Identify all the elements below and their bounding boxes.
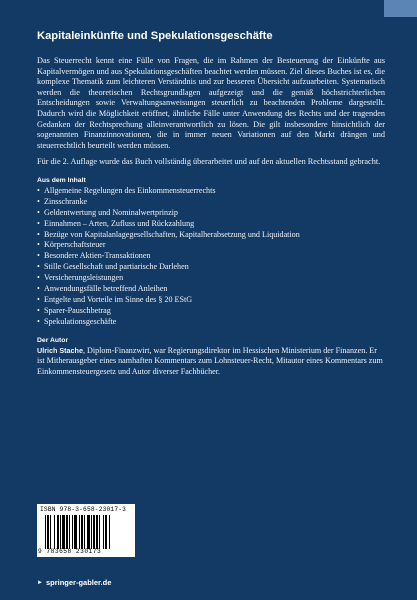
list-item: • Entgelte und Vorteile im Sinne des § 20 EStG <box>37 295 193 304</box>
bullet-icon: • <box>37 262 40 272</box>
list-item: • Anwendungsfälle betreffend Anleihen <box>37 284 168 294</box>
bullet-icon: • <box>37 240 40 250</box>
barcode-bar <box>91 515 92 549</box>
bullet-icon: • <box>37 218 40 228</box>
list-item: • Geldentwertung und Nominalwertprinzip <box>37 207 178 217</box>
bullet-icon: • <box>37 284 40 294</box>
bullet-icon: • <box>37 196 40 206</box>
bullet-icon: • <box>37 316 40 326</box>
bullet-icon: • <box>37 295 40 304</box>
barcode-bar <box>96 515 98 549</box>
list-item: • Sparer-Pauschbetrag <box>37 305 111 315</box>
author-bio: , Diplom-Finanzwirt, war Regierungsdirektor im Hessischen Ministerium der Finanzen. Er ist Mitherausgeber eines namhaften Kommentars zum Lohnsteuer-Recht, Mitautor eines Kommentars zum Einkommensteuergesetz und Autor diverser Fachbücher. <box>37 345 383 376</box>
list-item: • Einnahmen – Arten, Zufluss und Rückzahlung <box>37 218 195 228</box>
barcode-bar <box>74 515 77 549</box>
list-item: • Versicherungsleistungen <box>37 273 124 283</box>
list-item: • Bezüge von Kapitalanlagegesellschaften, Kapitalherabsetzung und Liquidation <box>37 229 300 239</box>
barcode-bar <box>69 515 70 549</box>
barcode-bar <box>87 515 90 549</box>
barcode-bars <box>45 515 131 549</box>
barcode-bar <box>62 515 65 549</box>
author-paragraph <box>37 346 385 378</box>
bullet-icon: • <box>37 207 40 217</box>
barcode-bar <box>50 515 51 549</box>
list-item: • Allgemeine Regelungen des Einkommensteuerrechts <box>37 185 216 195</box>
arrow-right-icon: ► <box>37 579 43 586</box>
bullet-icon: • <box>37 273 40 283</box>
bullet-icon: • <box>37 185 40 195</box>
edition-paragraph: Für die 2. Auflage wurde das Buch vollständig überarbeitet und auf den aktuellen Rechtsstand gebracht. <box>37 157 381 167</box>
bullet-icon: • <box>37 229 40 239</box>
barcode-bar <box>47 515 49 549</box>
barcode-bar <box>84 515 85 549</box>
isbn-label: ISBN 978-3-658-23017-3 <box>40 506 127 513</box>
list-item: • Stille Gesellschaft und partiarische Darlehen <box>37 262 189 272</box>
accent-bar <box>384 0 417 17</box>
barcode-bar <box>103 515 104 549</box>
bullet-icon: • <box>37 251 40 261</box>
book-title: Kapitaleinkünfte und Spekulationsgeschäfte <box>37 30 273 42</box>
barcode-bar <box>72 515 73 549</box>
publisher-footer[interactable] <box>37 578 111 587</box>
barcode-bar <box>57 515 59 549</box>
list-item: • Körperschaftsteuer <box>37 240 106 250</box>
barcode-bar <box>45 515 46 549</box>
bullet-icon: • <box>37 305 40 315</box>
author-name: Ulrich Stache <box>37 345 83 355</box>
barcode-digits: 9 783658 230173 <box>38 548 102 555</box>
intro-paragraph: Das Steuerrecht kennt eine Fülle von Fragen, die im Rahmen der Besteuerung der Einkünfte aus Kapitalvermögen und aus Spekulationsgeschäften beachtet werden müssen. Ziel dieses Buches ist es, die komplexe Thematik zum leichteren Verständnis und zur besseren Übersicht aufzuarbeiten. Systematisch werden die theoretischen Rechtsgrundlagen aufgezeigt und die gemäß höchstrichterlichen Entscheidungen sowie Verwaltungsanweisungen steuerlich zu beachtenden Probleme dargestellt. Dadurch wird die Möglichkeit eröffnet, ähnliche Fälle unter Anwendung des Rechts und der tragenden Gedanken der Rechtsprechung alleinverantwortlich zu lösen. Die gilt insbesondere hinsichtlich der sogenannten Finanzinnovationen, die in immer neuen Variationen auf den Markt drängen und steuerrechtlich beurteilt werden müssen. <box>37 56 385 150</box>
list-item: • Besondere Aktien-Transaktionen <box>37 251 151 261</box>
barcode-bar <box>54 515 55 549</box>
contents-list <box>37 186 385 328</box>
barcode-bar <box>109 515 110 549</box>
list-item: • Spekulationsgeschäfte <box>37 316 117 326</box>
barcode-bar <box>66 515 68 549</box>
author-heading: Der Autor <box>37 336 69 344</box>
list-item: • Zinsschranke <box>37 196 88 206</box>
isbn-barcode <box>37 504 135 557</box>
back-cover-content <box>37 30 385 378</box>
barcode-bar <box>79 515 80 549</box>
barcode-bar <box>93 515 95 549</box>
publisher-url[interactable]: springer-gabler.de <box>45 578 112 587</box>
barcode-bar <box>81 515 83 549</box>
contents-heading: Aus dem Inhalt <box>37 176 86 184</box>
barcode-bar <box>99 515 100 549</box>
barcode-bar <box>105 515 107 549</box>
barcode-bar <box>60 515 61 549</box>
